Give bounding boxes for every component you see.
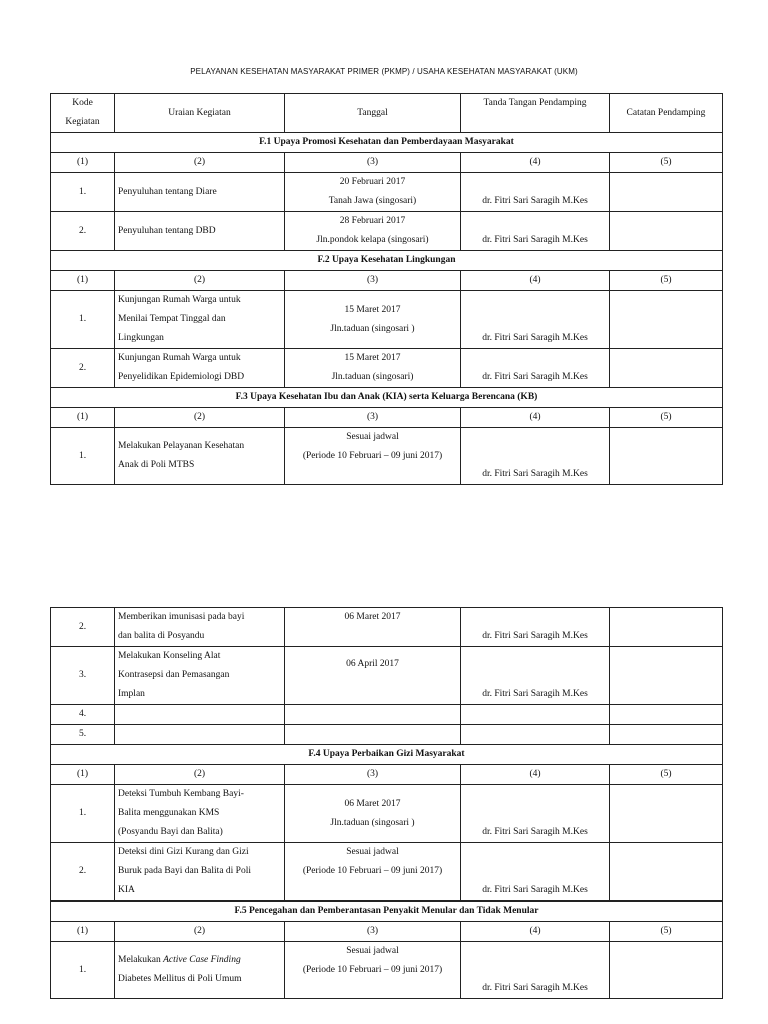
table-row: 2. Penyuluhan tentang DBD 28 Februari 2017 Jln.pondok kelapa (singosari) dr. Fitri Sari Saragih M.Kes (51, 212, 723, 251)
column-number-row: (1) (2) (3) (4) (5) (51, 408, 723, 428)
table-row: 1. Melakukan Active Case Finding Diabetes Mellitus di Poli Umum Sesuai jadwal (Periode 10 Februari – 09 juni 2017) dr. Fitri Sari Saragih M.Kes (51, 942, 723, 999)
table-header-row (51, 94, 723, 133)
column-number-row: (1) (2) (3) (4) (5) (51, 271, 723, 291)
section-f5: F.5 Pencegahan dan Pemberantasan Penyakit Menular dan Tidak Menular (51, 902, 723, 922)
column-number-row: (1) (2) (3) (4) (5) (51, 922, 723, 942)
activity-table-page-2 (50, 607, 723, 999)
signature-cell: dr. Fitri Sari Saragih M.Kes (461, 608, 610, 647)
header-kode: Kode Kegiatan (51, 94, 115, 133)
section-f4: F.4 Upaya Perbaikan Gizi Masyarakat (51, 745, 723, 765)
table-row: 3. Melakukan Konseling Alat Kontrasepsi dan Pemasangan Implan 06 April 2017 dr. Fitri Sari Saragih M.Kes (51, 647, 723, 705)
table-row: 1. Melakukan Pelayanan Kesehatan Anak di Poli MTBS Sesuai jadwal (Periode 10 Februari – 09 juni 2017) dr. Fitri Sari Saragih M.Kes (51, 428, 723, 485)
header-uraian: Uraian Kegiatan (115, 94, 285, 133)
table-row: 2. Kunjungan Rumah Warga untuk Penyelidikan Epidemiologi DBD 15 Maret 2017 Jln.taduan (singosari) dr. Fitri Sari Saragih M.Kes (51, 349, 723, 388)
section-f2: F.2 Upaya Kesehatan Lingkungan (51, 251, 723, 271)
section-f3: F.3 Upaya Kesehatan Ibu dan Anak (KIA) serta Keluarga Berencana (KB) (51, 388, 723, 408)
signature-cell: dr. Fitri Sari Saragih M.Kes (461, 428, 610, 485)
signature-cell: dr. Fitri Sari Saragih M.Kes (461, 647, 610, 705)
signature-cell: dr. Fitri Sari Saragih M.Kes (461, 942, 610, 999)
signature-cell: dr. Fitri Sari Saragih M.Kes (461, 349, 610, 388)
header-tanggal: Tanggal (285, 94, 461, 133)
column-number-row: (1) (2) (3) (4) (5) (51, 153, 723, 173)
table-row: 5. (51, 725, 723, 745)
signature-cell: dr. Fitri Sari Saragih M.Kes (461, 173, 610, 212)
table-row: 1. Penyuluhan tentang Diare 20 Februari 2017 Tanah Jawa (singosari) dr. Fitri Sari Saragih M.Kes (51, 173, 723, 212)
section-f1: F.1 Upaya Promosi Kesehatan dan Pemberdayaan Masyarakat (51, 133, 723, 153)
signature-cell: dr. Fitri Sari Saragih M.Kes (461, 785, 610, 843)
signature-cell: dr. Fitri Sari Saragih M.Kes (461, 212, 610, 251)
signature-cell: dr. Fitri Sari Saragih M.Kes (461, 843, 610, 901)
column-number-row: (1) (2) (3) (4) (5) (51, 765, 723, 785)
table-row: 2. Deteksi dini Gizi Kurang dan Gizi Buruk pada Bayi dan Balita di Poli KIA Sesuai jadwal (Periode 10 Februari – 09 juni 2017) dr. Fitri Sari Saragih M.Kes (51, 843, 723, 901)
activity-table-page-1 (50, 93, 723, 485)
signature-cell: dr. Fitri Sari Saragih M.Kes (461, 291, 610, 349)
table-row: 1. Kunjungan Rumah Warga untuk Menilai Tempat Tinggal dan Lingkungan 15 Maret 2017 Jln.taduan (singosari ) dr. Fitri Sari Saragih M.Kes (51, 291, 723, 349)
page-title: PELAYANAN KESEHATAN MASYARAKAT PRIMER (PKMP) / USAHA KESEHATAN MASYARAKAT (UKM) (190, 67, 578, 76)
table-row: 2. Memberikan imunisasi pada bayi dan balita di Posyandu 06 Maret 2017 dr. Fitri Sari Saragih M.Kes (51, 608, 723, 647)
header-ttd: Tanda Tangan Pendamping (461, 94, 610, 133)
table-row: 1. Deteksi Tumbuh Kembang Bayi- Balita menggunakan KMS (Posyandu Bayi dan Balita) 06 Maret 2017 Jln.taduan (singosari ) dr. Fitri Sari Saragih M.Kes (51, 785, 723, 843)
header-catatan: Catatan Pendamping (610, 94, 723, 133)
table-row: 4. (51, 705, 723, 725)
